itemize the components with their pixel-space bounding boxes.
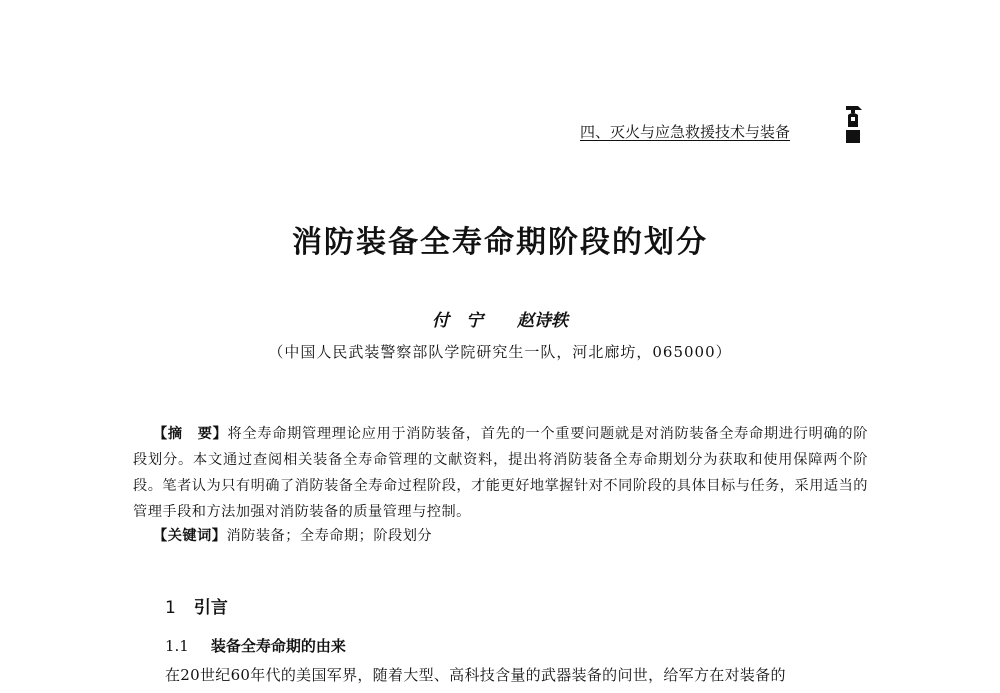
- keywords: [153, 525, 432, 545]
- section-title: 引言: [193, 598, 228, 618]
- abstract-text: 将全寿命期管理理论应用于消防装备，首先的一个重要问题就是对消防装备全寿命期进行明确的阶段划分。本文通过查阅相关装备全寿命管理的文献资料，提出将消防装备全寿命期划分为获取和使用保障两个阶段。笔者认为只有明确了消防装备全寿命过程阶段，才能更好地掌握针对不同阶段的具体目标与任务，采用适当的管理手段和方法加强对消防装备的质量管理与控制。: [133, 426, 868, 520]
- affiliation: （中国人民武装警察部队学院研究生一队，河北廊坊，065000）: [268, 343, 732, 361]
- subsection-number: 1.1: [165, 637, 189, 655]
- section-number: 1: [165, 598, 176, 618]
- abstract-label: 【摘 要】: [153, 426, 228, 442]
- paper-title: 消防装备全寿命期阶段的划分: [292, 225, 708, 260]
- keywords-label: 【关键词】: [153, 528, 227, 544]
- authors: [0, 306, 1000, 331]
- author-1: 付 宁: [432, 311, 484, 331]
- running-header: 四、灭火与应急救援技术与装备: [580, 123, 791, 141]
- section-heading: [165, 593, 228, 618]
- body-text: 在20世纪60年代的美国军界，随着大型、高科技含量的武器装备的问世，给军方在对装备的: [165, 666, 786, 684]
- abstract: [133, 421, 868, 525]
- subsection-title: 装备全寿命期的由来: [210, 637, 346, 655]
- keywords-text: 消防装备；全寿命期；阶段划分: [226, 528, 433, 544]
- fire-extinguisher-icon: [842, 103, 864, 145]
- author-2: 赵诗轶: [516, 311, 568, 331]
- subsection-heading: [165, 635, 346, 656]
